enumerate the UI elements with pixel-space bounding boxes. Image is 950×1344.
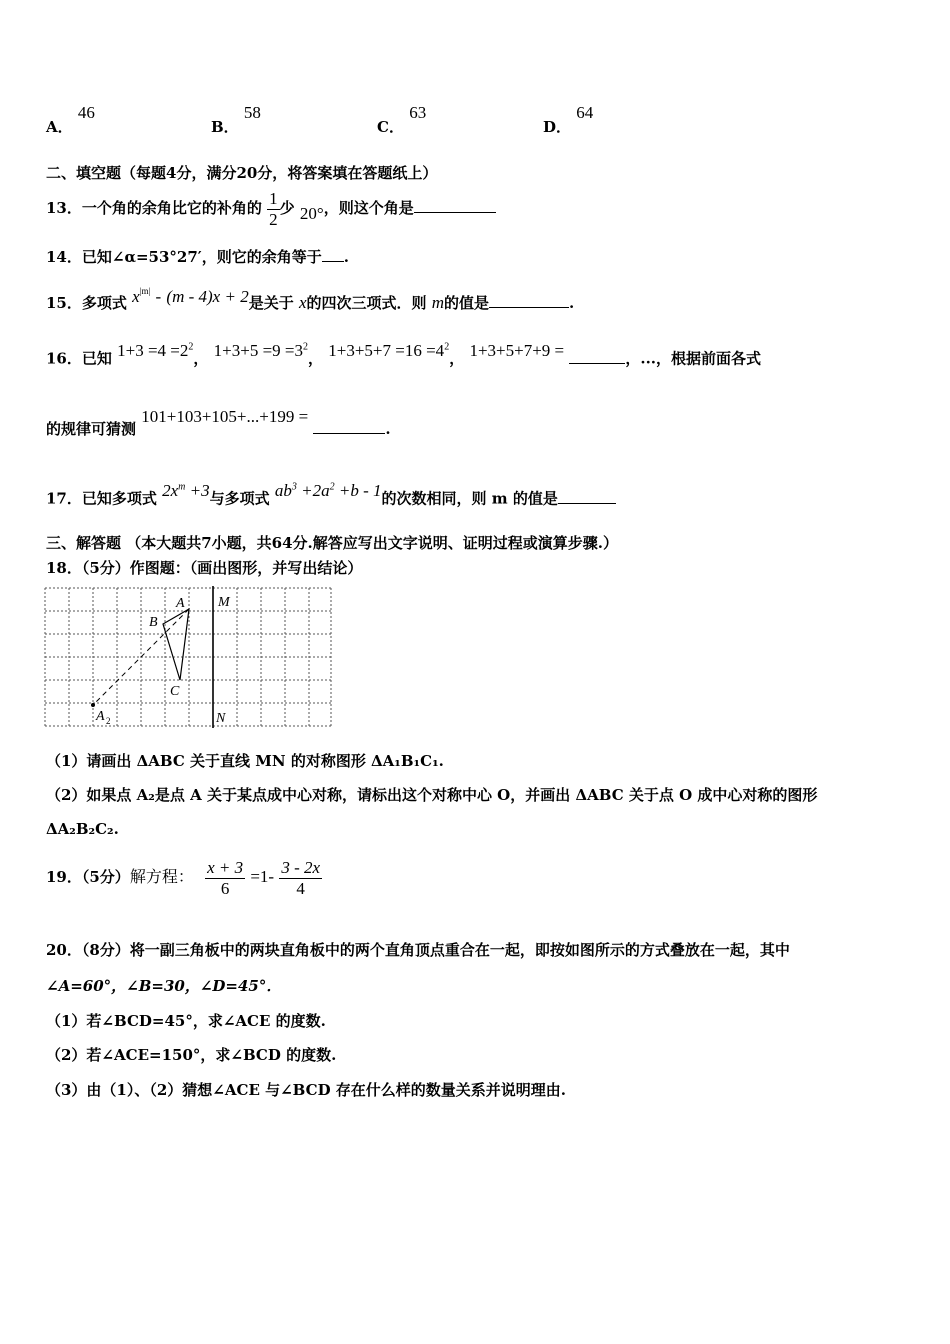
- q13-text-post: ，则这个角是: [323, 199, 414, 217]
- option-b-value: 58: [243, 103, 261, 122]
- q15-text-mid2: 的四次三项式．则: [306, 294, 427, 312]
- label-m: M: [218, 595, 230, 610]
- q16-text-tail: ，...，根据前面各式: [625, 349, 762, 368]
- q16-sep-2: ，: [308, 349, 324, 368]
- option-a: [46, 103, 95, 137]
- option-a-label: A．: [46, 118, 73, 136]
- q20-line-2: ∠A=60°，∠B=30，∠D=45°．: [46, 977, 282, 995]
- option-d-value: 64: [576, 103, 594, 122]
- q16-sep-3: ，: [449, 349, 465, 368]
- option-c: [377, 103, 427, 137]
- q13-frac-num: 1: [269, 188, 278, 208]
- q18-title: 18．（5分）作图题：（画出图形，并写出结论）: [46, 559, 363, 577]
- q16-expr-1-sup: 2: [188, 341, 194, 352]
- q17-poly-1: [162, 481, 210, 500]
- q17-poly-2-sup2: 2: [329, 481, 335, 492]
- q16-expr-4: 1+3+5+7+9 =: [469, 340, 565, 360]
- q19-frac-1: [205, 858, 245, 899]
- q16-answer-blank-2[interactable]: [313, 433, 385, 434]
- q17-poly-1b: +3: [185, 480, 210, 500]
- section-2-heading: 二、填空题（每题4分，满分20分，将答案填在答题纸上）: [46, 164, 438, 182]
- q13-frac-den: 2: [269, 209, 278, 229]
- q17-poly-2a: ab: [274, 480, 292, 500]
- q17-poly-2c: +b - 1: [334, 480, 382, 500]
- q15-text-post: 的值是: [444, 294, 490, 312]
- q20-sub-2: （2）若∠ACE=150°，求∠BCD 的度数.: [46, 1046, 337, 1064]
- question-14: 14．已知∠α=53°27′，则它的余角等于 .: [46, 248, 349, 266]
- question-16-line-2: 的规律可猜测 101+103+105+...+199 = .: [46, 407, 391, 438]
- q16-expr-2-sup: 2: [303, 341, 308, 352]
- q16-number: 16．: [46, 349, 82, 368]
- question-13: [46, 188, 496, 230]
- option-b-label: B．: [211, 118, 239, 136]
- q15-answer-blank[interactable]: [489, 307, 569, 308]
- q15-number: 15．: [46, 294, 82, 312]
- q17-poly-2: [275, 481, 382, 500]
- q17-poly-2b: +2a: [296, 480, 330, 500]
- q18-grid-figure: [44, 584, 334, 732]
- q19-number: 19．（5分）: [46, 868, 130, 886]
- question-17: [46, 480, 616, 514]
- label-b: B: [149, 615, 158, 630]
- q20-sub-3: （3）由（1）、（2）猜想∠ACE 与∠BCD 存在什么样的数量关系并说明理由.: [46, 1081, 567, 1099]
- q15-m: m: [431, 293, 445, 312]
- q19-frac-2-num: 3 - 2x: [281, 857, 321, 877]
- q17-poly-1-sup: m: [178, 481, 186, 492]
- option-c-label: C．: [377, 118, 404, 136]
- label-n: N: [216, 711, 226, 726]
- q15-text-pre: 多项式: [81, 294, 127, 312]
- q17-answer-blank[interactable]: [558, 503, 616, 504]
- q15-exp: |m|: [139, 286, 151, 296]
- q19-frac-2-den: 4: [296, 878, 305, 898]
- q15-x: x: [132, 287, 140, 306]
- q16-expr-1: [117, 341, 193, 360]
- q19-frac-1-den: 6: [220, 878, 230, 898]
- q20-line-1: 20．（8分）将一副三角板中的两块直角板中的两个直角顶点重合在一起，即按如图所示的方式叠放在一起，其中: [46, 941, 790, 959]
- label-a2: A: [96, 709, 105, 724]
- q14-answer-blank[interactable]: [322, 261, 344, 262]
- q16-line2-pre: 的规律可猜测: [46, 420, 137, 438]
- q16-expr-3: [328, 341, 449, 360]
- question-15: 15．多项式 $x^{|m|} - (m - 4)x + 2$是关于 x的四次三项式．则 m的值是 .: [46, 286, 575, 312]
- q16-expr-3-text: 1+3+5+7 =16 =4: [328, 340, 445, 360]
- question-16: [46, 340, 761, 374]
- q18-part-2-cont: ΔA₂B₂C₂.: [46, 820, 119, 838]
- q16-expr-3-sup: 2: [444, 341, 450, 352]
- q15-text-mid: 是关于: [248, 294, 294, 312]
- option-d: [543, 103, 594, 137]
- q13-fraction: [267, 189, 280, 230]
- q13-text-pre: 一个角的余角比它的补角的: [81, 199, 262, 217]
- q16-expr-2-text: 1+3+5 =9 =3: [213, 340, 303, 360]
- option-c-value: 63: [409, 103, 427, 122]
- option-d-label: D．: [543, 118, 572, 136]
- q13-text-mid: 少: [279, 199, 295, 217]
- label-a: A: [176, 596, 185, 611]
- q15-paren: (m - 4)x + 2: [166, 287, 249, 306]
- q18-part-2: （2）如果点 A₂是点 A 关于某点成中心对称，请标出这个对称中心 O，并画出 ΔABC 关于点 O 成中心对称的图形: [46, 786, 818, 804]
- q14-text: 14．已知∠α=53°27′，则它的余角等于: [46, 248, 322, 266]
- q19-eq: =1-: [250, 867, 275, 886]
- q18-part-1: （1）请画出 ΔABC 关于直线 MN 的对称图形 ΔA₁B₁C₁.: [46, 752, 444, 770]
- q16-sep-1: ，: [193, 349, 209, 368]
- q17-text-pre: 已知多项式: [81, 489, 157, 508]
- option-b: [211, 103, 261, 137]
- q16-expr-1-text: 1+3 =4 =2: [117, 340, 189, 360]
- label-c: C: [170, 684, 180, 699]
- q19-frac-2: [279, 858, 322, 899]
- q16-text-pre: 已知: [81, 349, 112, 368]
- q13-answer-blank[interactable]: [414, 212, 496, 213]
- q17-poly-2-sup1: 3: [291, 481, 297, 492]
- section-3-heading: 三、解答题 （本大题共7小题，共64分.解答应写出文字说明、证明过程或演算步骤.）: [46, 534, 618, 552]
- question-19: [46, 852, 322, 902]
- q17-number: 17．: [46, 489, 82, 508]
- q15-x2: x: [298, 293, 307, 312]
- q13-number: 13．: [46, 199, 82, 217]
- q15-minus: -: [155, 287, 162, 306]
- q13-degree: 20°: [299, 204, 324, 223]
- q19-text-pre: 解方程：: [129, 867, 194, 886]
- q16-expr-2: [214, 341, 308, 360]
- q19-frac-1-num: x + 3: [207, 857, 244, 877]
- q17-text-post: 的次数相同，则 m 的值是: [381, 489, 558, 508]
- q17-text-mid: 与多项式: [209, 489, 270, 508]
- triangle-abc: [163, 609, 189, 680]
- q17-poly-1a: 2x: [162, 480, 179, 500]
- q16-answer-blank-1[interactable]: [569, 363, 625, 364]
- q16-line2-expr: 101+103+105+...+199 =: [141, 407, 309, 426]
- option-a-value: 46: [77, 103, 95, 122]
- label-a2-sub: 2: [106, 716, 111, 726]
- point-a2: [91, 703, 95, 707]
- q20-sub-1: （1）若∠BCD=45°，求∠ACE 的度数.: [46, 1012, 326, 1030]
